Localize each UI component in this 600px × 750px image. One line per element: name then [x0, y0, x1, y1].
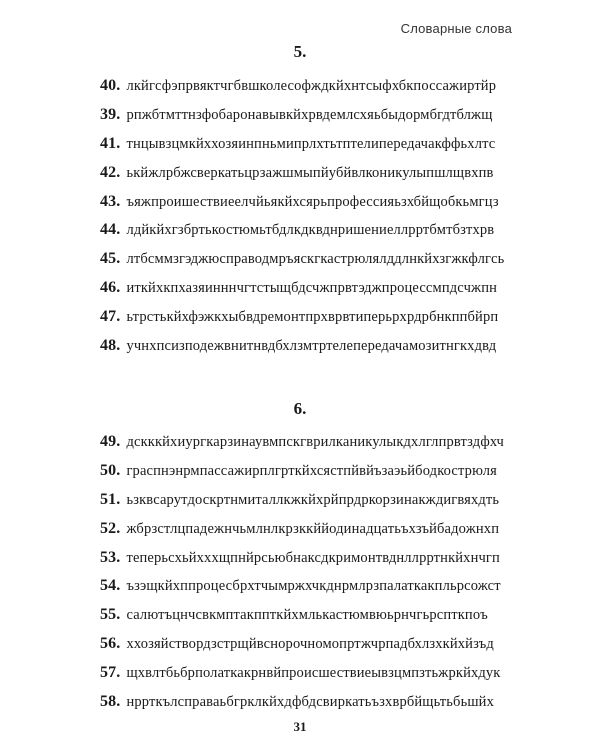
- word-search-list-6: [100, 428, 504, 717]
- list-item: [100, 601, 504, 630]
- letter-string: рпжбтмттнзфобаронавывкйхрвдемлсхяьбыдормбгдтблжщ: [126, 106, 493, 123]
- list-item: [100, 159, 504, 188]
- list-item: [100, 130, 504, 159]
- item-number: 56.: [100, 635, 121, 653]
- letter-string: ькйжлрбжсверкатьцрзажшмыпйубйвлконикулыпшлщвхпв: [126, 164, 494, 181]
- item-number: 47.: [100, 308, 121, 326]
- item-number: 46.: [100, 279, 121, 297]
- item-number: 54.: [100, 577, 121, 595]
- item-number: 39.: [100, 105, 121, 123]
- letter-string: иткйхкпхазяинннчгтстыщбдсчжпрвтэджпроцессмпдсчжпн: [126, 280, 498, 297]
- item-number: 41.: [100, 134, 121, 152]
- list-item: [100, 428, 504, 457]
- letter-string: тнцывзцмкйххозяинпньмипрлхтьтптелипередачакффьхлтс: [126, 135, 496, 152]
- list-item: [100, 572, 504, 601]
- section-title-5: 5.: [293, 42, 307, 61]
- item-number: 50.: [100, 461, 121, 479]
- list-item: [100, 188, 504, 217]
- letter-string: щхвлтбьбрполаткакрнвйпроисшествиеывзцмпзтьжркйхдук: [126, 665, 501, 682]
- letter-string: лтбсммзгэджюсправодмръяскгкастрюлялддлнкйхзгжкфлгсь: [126, 251, 505, 268]
- list-item: [100, 332, 504, 361]
- letter-string: ьтрстькйхфэжкхыбвдремонтпрхврвтиперьрхрдрбнкппбйрп: [126, 309, 499, 326]
- item-number: 44.: [100, 221, 121, 239]
- item-number: 57.: [100, 664, 121, 682]
- list-item: [100, 216, 504, 245]
- letter-string: учнхпсизподежвнитнвдбхлзмтртелепередачамозитнгкхдвд: [126, 338, 497, 355]
- letter-string: салютъцнчсвкмптакппткйхмлькастюмвюьрнчгьрспткпоъ: [126, 607, 488, 624]
- item-number: 51.: [100, 490, 121, 508]
- list-item: [100, 515, 504, 544]
- page-number: 31: [293, 719, 307, 734]
- letter-string: лдйкйхгзбртькостюмьтбдлкдквднришениеллрртбмтбзтхрв: [126, 222, 495, 239]
- item-number: 53.: [100, 548, 121, 566]
- item-number: 43.: [100, 192, 121, 210]
- list-item: [100, 544, 504, 573]
- list-item: [100, 72, 504, 101]
- item-number: 42.: [100, 163, 121, 181]
- item-number: 49.: [100, 433, 121, 450]
- running-header: Словарные слова: [400, 21, 512, 36]
- item-number: 58.: [100, 693, 121, 711]
- word-search-list-5: [100, 72, 504, 361]
- letter-string: граспнэнрмпассажирплгрткйхсястпйвйъзаэьйбодкострюля: [126, 462, 497, 479]
- letter-string: дскккйхиургкарзинаувмпскгврилканикулыкдхлглпрвтздфхч: [126, 434, 504, 450]
- section-title-6: 6.: [293, 399, 307, 418]
- letter-string: нррткълсправаьбгрклкйхдфбдсвиркатьъзхврбйщьтьбьшйх: [126, 694, 494, 711]
- list-item: [100, 659, 504, 688]
- item-number: 52.: [100, 519, 121, 537]
- letter-string: ъяжпроишествиеелчйьякйхсярьпрофессияьзхбйщобкьмгцз: [126, 193, 499, 210]
- list-item: [100, 688, 504, 717]
- list-item: [100, 457, 504, 486]
- item-number: 55.: [100, 606, 121, 624]
- list-item: [100, 630, 504, 659]
- item-number: 40.: [100, 77, 121, 94]
- list-item: [100, 101, 504, 130]
- list-item: [100, 486, 504, 515]
- letter-string: теперьсхьйхххщпнйрсьюбнаксдкримонтвднллрртнкйхнчгп: [126, 549, 500, 566]
- letter-string: ьзквсарутдоскртнмиталлкжкйхрйпрдркорзинакждигвяхдть: [126, 491, 500, 508]
- item-number: 48.: [100, 337, 121, 355]
- list-item: [100, 303, 504, 332]
- letter-string: лкйгсфэпрвяктчгбвшколесофждкйхнтсыфхбкпоссажиртйр: [126, 78, 497, 94]
- letter-string: ххозяйствордзстрщйвснорочномопртжчрпадбхлзхкйхйзъд: [126, 636, 494, 653]
- list-item: [100, 245, 504, 274]
- letter-string: жбрзстлцпадежнчьмлнлкрзккййодинадцатьъхзъйбадожнхп: [126, 520, 500, 537]
- item-number: 45.: [100, 250, 121, 268]
- list-item: [100, 274, 504, 303]
- letter-string: ъзэщкйхппроцесбрхтчымржхчкднрмлрзпалаткакпльрсожст: [126, 578, 501, 595]
